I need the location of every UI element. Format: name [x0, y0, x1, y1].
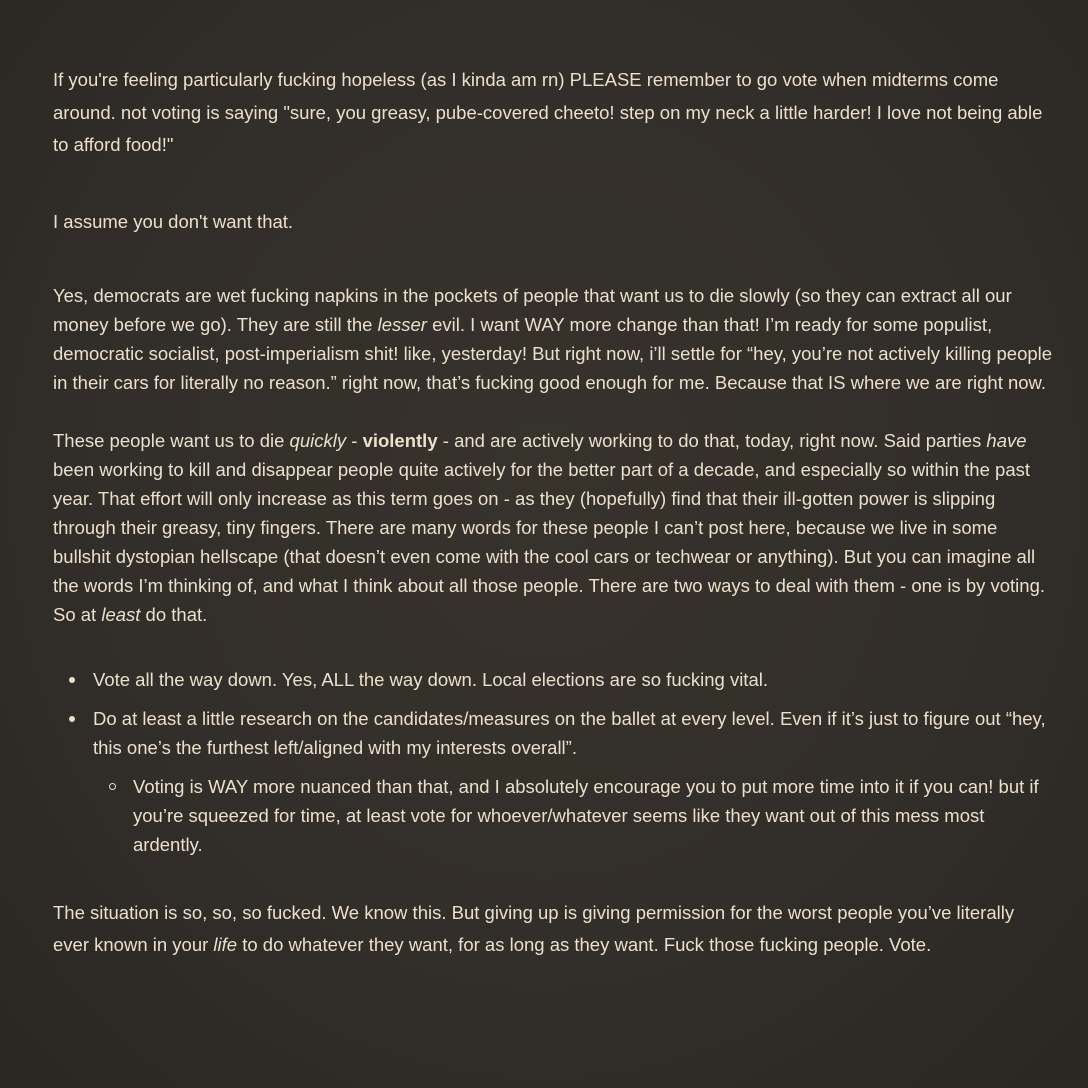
paragraph-these-people — [53, 426, 1053, 629]
text-run: to do whatever they want, for as long as they want. Fuck those fucking people. Vote. — [237, 934, 932, 955]
paragraph-intro: If you're feeling particularly fucking hopeless (as I kinda am rn) PLEASE remember to go vote when midterms come around. not voting is saying "sure, you greasy, pube-covered cheeto! step on my neck a little harder! I love not being able to afford food!" — [53, 69, 1043, 155]
list-item — [93, 665, 1053, 694]
sub-list-item — [133, 772, 1053, 859]
emphasis-have: have — [986, 429, 1027, 451]
paragraph-assume: I assume you don't want that. — [53, 210, 294, 232]
text-run: These people want us to die — [53, 429, 290, 451]
emphasis-life: life — [213, 934, 238, 955]
list-item — [93, 704, 1053, 859]
text-run: The situation is so, so, so fucked. We know this. But giving up is giving permission for the worst people you’ve literally ever known in your — [53, 901, 1015, 955]
text-run: Yes, democrats are wet fucking napkins in the pockets of people that want us to die slowly (so they can extract all our money before we go). They are still the — [53, 284, 1012, 335]
text-run: - — [346, 429, 363, 451]
text-run: do that. — [140, 603, 208, 625]
text-run: evil. I want WAY more change than that! I’m ready for some populist, democratic socialist, post-imperialism shit! like, yesterday! But right now, i’ll settle for “hey, you’re not actively killing people in their cars for literally no reason.” right now, that’s fucking good enough for me. Because that IS where we are right now. — [53, 313, 1053, 393]
list-item-text: Do at least a little research on the candidates/measures on the ballet at every level. Even if it’s just to figure out “hey, this one’s the furthest left/aligned with my interests overall”. — [93, 707, 1046, 758]
emphasis-least: least — [101, 603, 141, 625]
bold-violently: violently — [362, 429, 438, 451]
paragraph-closing — [53, 897, 1053, 962]
text-run: been working to kill and disappear people quite actively for the better part of a decade, and especially so within the past year. That effort will only increase as this term goes on - as they (hopefully) find that their ill-gotten power is slipping through their greasy, tiny fingers. There are many words for these people I can’t post here, because we live in some bullshit dystopian hellscape (that doesn’t even come with the cool cars or techwear or anything). But you can imagine all the words I’m thinking of, and what I think about all those people. There are two ways to deal with them - one is by voting. So at — [53, 458, 1046, 625]
paragraph-democrats — [53, 281, 1053, 397]
bullet-list — [53, 665, 1053, 859]
list-item-text: Vote all the way down. Yes, ALL the way down. Local elections are so fucking vital. — [93, 668, 768, 690]
emphasis-quickly: quickly — [289, 429, 347, 451]
post-body — [53, 64, 1053, 962]
sub-bullet-list — [93, 772, 1053, 859]
emphasis-lesser: lesser — [377, 313, 427, 335]
sub-list-item-text: Voting is WAY more nuanced than that, and I absolutely encourage you to put more time into it if you can! but if you’re squeezed for time, at least vote for whoever/whatever seems like they want out of this mess most ardently. — [133, 775, 1039, 855]
text-run: - and are actively working to do that, today, right now. Said parties — [437, 429, 987, 451]
